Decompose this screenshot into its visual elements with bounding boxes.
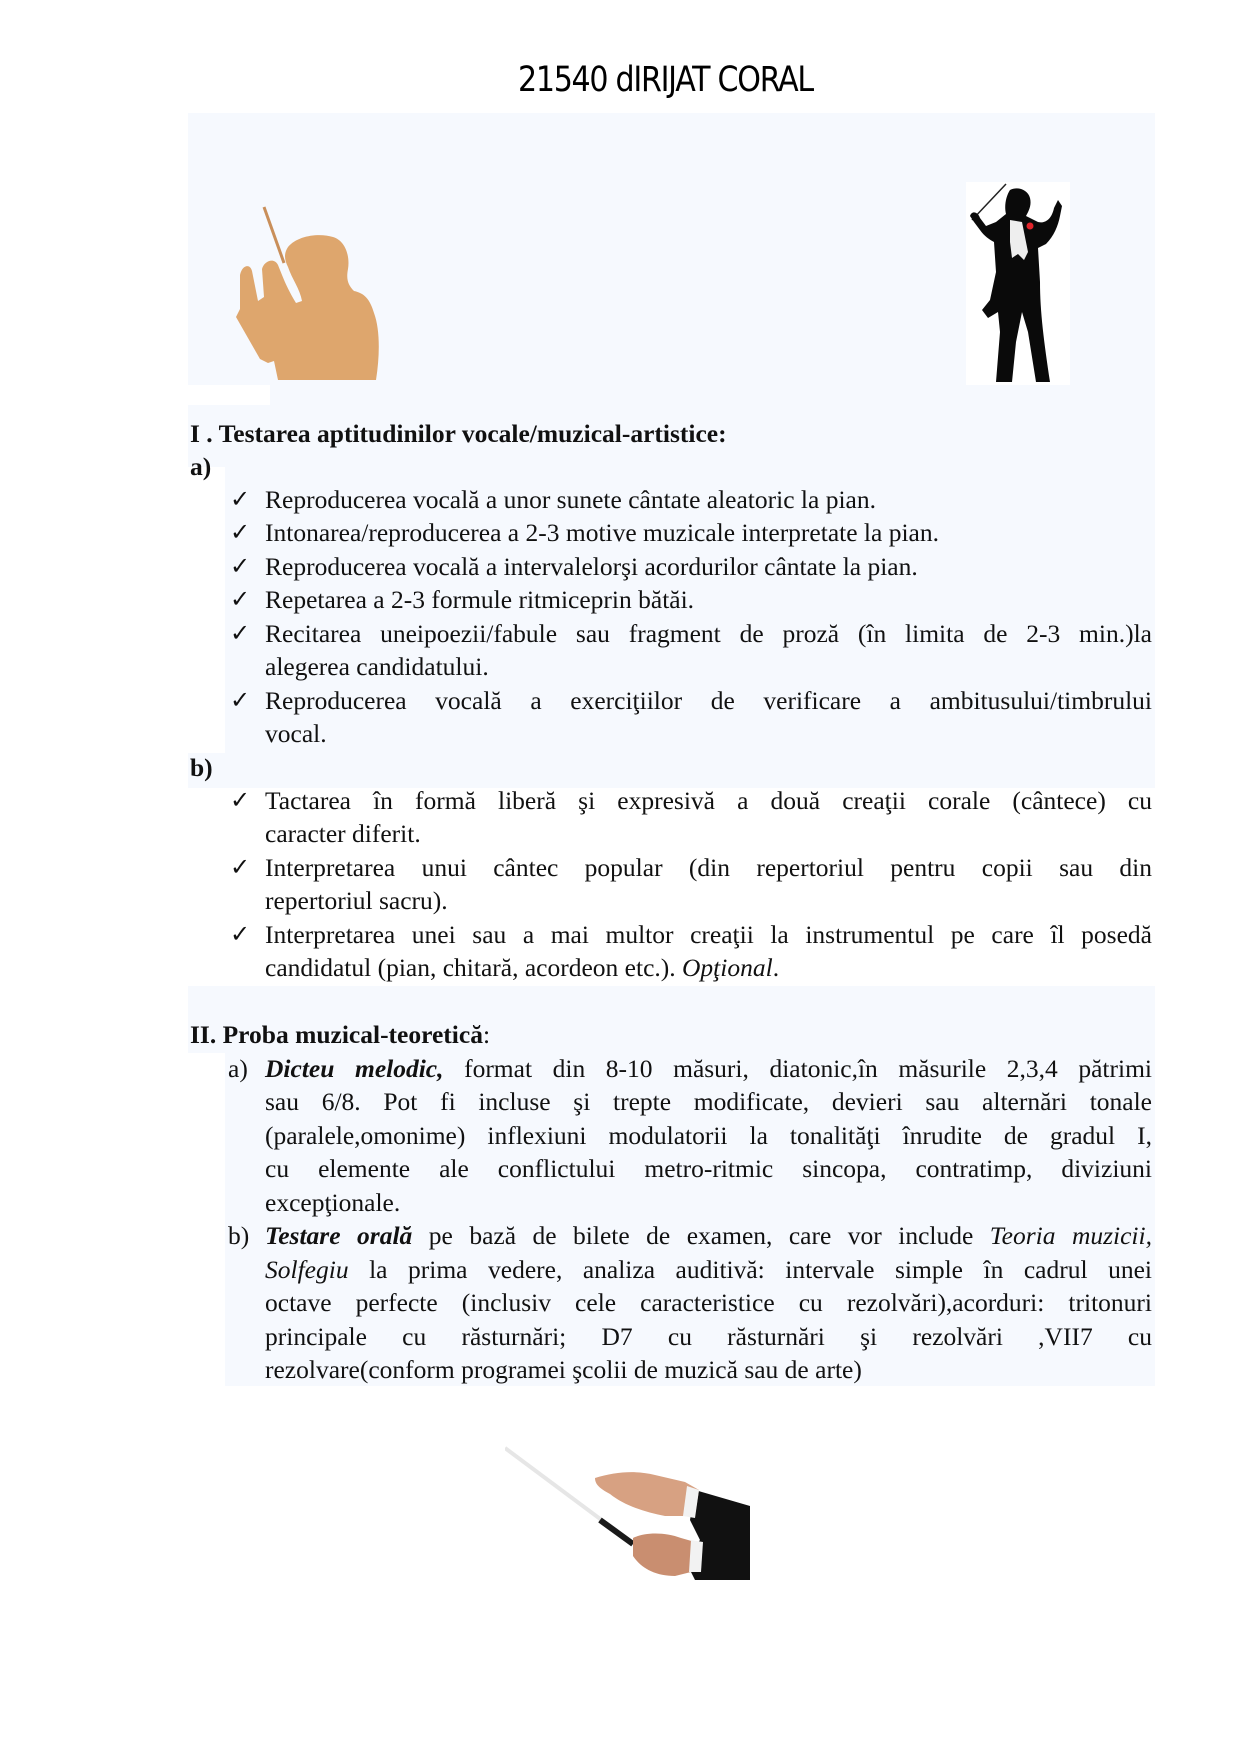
section2-item-a-line3: (paralele,omonime) inflexiuni modulatorii la tonalităţi înrudite de gradul I, [265, 1121, 1152, 1150]
teoria-muzicii-term: Teoria muzicii, [989, 1221, 1152, 1250]
list-item-a6-line1: Reproducerea vocală a exerciţiilor de verificare a ambitusului/timbrului [265, 686, 1152, 715]
section2-heading-text: II. Proba muzical-teoretică [190, 1020, 483, 1049]
list-item-a1: Reproducerea vocală a unor sunete cântate aleatoric la pian. [265, 485, 876, 514]
list-item-a3: Reproducerea vocală a intervalelorşi acordurilor cântate la pian. [265, 552, 918, 581]
list-item-b2-line2: repertoriul sacru). [265, 886, 448, 915]
list-item-b1-line2: caracter diferit. [265, 819, 421, 848]
upper-hand [595, 1472, 699, 1516]
section2-item-b-line3: octave perfecte (inclusiv cele caracteristice cu rezolvări),acorduri: tritonuri [265, 1288, 1152, 1317]
list-item-b3-line2 [265, 951, 779, 985]
lower-cuff [689, 1540, 703, 1572]
section1-part-b-label: b) [190, 753, 213, 782]
conductor-silhouette-right-image [966, 182, 1070, 385]
shaded-band-b-label [188, 753, 1155, 788]
list-item-b1-line1: Tactarea în formă liberă şi expresivă a două creaţii corale (cântece) cu [265, 786, 1152, 815]
checkmark-icon: ✓ [230, 920, 251, 948]
conductor-hands-image [505, 1420, 765, 1590]
section2-item-b-line1 [265, 1219, 1152, 1253]
section2-heading-colon: : [482, 1020, 491, 1049]
page-title-text: 21540 dIRIJAT CORAL [517, 60, 813, 100]
section2-item-a-line2: sau 6/8. Pot fi incluse şi trepte modificate, devieri sau alternări tonale [265, 1087, 1152, 1116]
list-item-b2-line1: Interpretarea unui cântec popular (din repertoriul pentru copii sau din [265, 853, 1152, 882]
section2-item-a-line1 [265, 1052, 1152, 1086]
conductor-silhouette-left-image [228, 205, 408, 380]
solfegiu-term: Solfegiu [265, 1255, 349, 1284]
red-rose-boutonniere [1027, 223, 1034, 230]
optional-note-period: . [772, 953, 780, 982]
baton-line [505, 1448, 615, 1530]
list-item-a5-line2: alegerea candidatului. [265, 652, 489, 681]
page-title [93, 58, 1160, 102]
dicteu-melodic-term: Dicteu melodic, [265, 1054, 444, 1083]
section2-item-b-line1-mid: pe bază de bilete de examen, care vor include [412, 1221, 990, 1250]
shaded-band-top-notch [270, 385, 1155, 405]
section2-heading [190, 1018, 490, 1052]
section2-item-b-label: b) [228, 1221, 250, 1250]
section2-item-a-line4: cu elemente ale conflictului metro-ritmic sincopa, contratimp, diviziuni [265, 1154, 1152, 1183]
optional-note: Opţional [682, 953, 773, 982]
section1-heading: I . Testarea aptitudinilor vocale/muzical-artistice: [190, 419, 727, 448]
checkmark-icon: ✓ [230, 485, 251, 513]
list-item-a4: Repetarea a 2-3 formule ritmiceprin bătăi. [265, 585, 695, 614]
list-item-a2: Intonarea/reproducerea a 2-3 motive muzicale interpretate la pian. [265, 518, 939, 547]
checkmark-icon: ✓ [230, 552, 251, 580]
checkmark-icon: ✓ [230, 585, 251, 613]
tan-silhouette-shape [236, 235, 379, 380]
list-item-a5-line1: Recitarea uneipoezii/fabule sau fragment de proză (în limita de 2-3 min.)la [265, 619, 1152, 648]
checkmark-icon: ✓ [230, 518, 251, 546]
list-item-a6-line2: vocal. [265, 719, 327, 748]
section1-part-a-label: a) [190, 452, 212, 481]
section2-item-b-line2-rest: la prima vedere, analiza auditivă: intervale simple în cadrul unei [348, 1255, 1152, 1284]
section2-item-a-line1-rest: format din 8-10 măsuri, diatonic,în măsurile 2,3,4 pătrimi [443, 1054, 1152, 1083]
section2-item-b-line4: principale cu răsturnări; D7 cu răsturnări şi rezolvări ,VII7 cu [265, 1322, 1152, 1351]
checkmark-icon: ✓ [230, 619, 251, 647]
section2-item-a-line5: excepţionale. [265, 1188, 401, 1217]
lower-hand [633, 1534, 699, 1577]
testare-orala-term: Testare orală [265, 1221, 413, 1250]
checkmark-icon: ✓ [230, 686, 251, 714]
section2-item-a-label: a) [228, 1054, 248, 1083]
baton-line [264, 207, 284, 263]
section2-item-b-line2 [265, 1253, 1152, 1287]
checkmark-icon: ✓ [230, 853, 251, 881]
list-item-b3-line1: Interpretarea unei sau a mai multor creaţii la instrumentul pe care îl posedă [265, 920, 1152, 949]
section2-item-b-line5: rezolvare(conform programei şcolii de muzică sau de arte) [265, 1355, 862, 1384]
list-item-b3-line2-text: candidatul (pian, chitară, acordeon etc.). [265, 953, 683, 982]
checkmark-icon: ✓ [230, 786, 251, 814]
